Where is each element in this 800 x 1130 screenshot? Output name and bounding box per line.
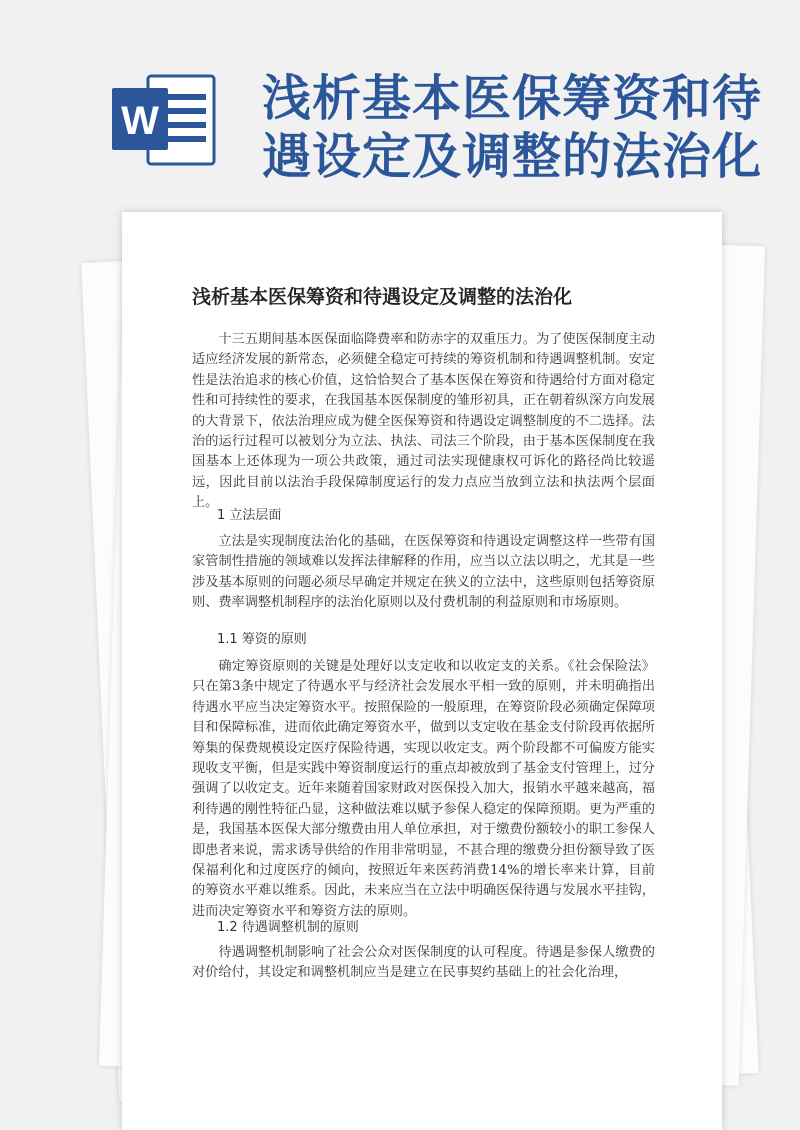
word-document-icon	[108, 72, 218, 168]
paragraph-funding-principle: 确定筹资原则的关键是处理好以支定收和以收定支的关系。《社会保险法》只在第3条中规定了待遇水平与经济社会发展水平相一致的原则，并未明确指出待遇水平应当决定筹资水平。按照保险的一般原理，在筹资阶段必须确定保障项目和保障标准，进而依此确定筹资水平，做到以支定收在基金支付阶段再依据所筹集的保费规模设定医疗保险待遇，实现以收定支。两个阶段都不可偏废方能实现收支平衡，但是实践中筹资制度运行的重点却被放到了基金支付管理上，过分强调了以收定支。近年来随着国家财政对医保投入加大，报销水平越来越高，福利待遇的刚性特征凸显，这种做法难以赋予参保人稳定的保障预期。更为严重的是，我国基本医保大部分缴费由用人单位承担，对于缴费份额较小的职工参保人即患者来说，需求诱导供给的作用非常明显，不甚合理的缴费分担份额导致了医保福利化和过度医疗的倾向，按照近年来医药消费14%的增长率来计算，目前的筹资水平难以维系。因此，未来应当在立法中明确医保待遇与发展水平挂钩，进而决定筹资水平和筹资方法的原则。	[192, 659, 655, 919]
section-heading-benefit-adjustment: 1.2 待遇调整机制的原则	[217, 920, 359, 935]
section-heading-legislation: 1 立法层面	[217, 508, 282, 523]
paragraph-intro: 十三五期间基本医保面临降费率和防赤字的双重压力。为了使医保制度主动适应经济发展的新常态，必须健全稳定可持续的筹资机制和待遇调整机制。安定性是法治追求的核心价值，这恰恰契合了基本医保在筹资和待遇给付方面对稳定性和可持续性的要求，在我国基本医保制度的雏形初具，正在朝着纵深方向发展的大背景下，依法治理应成为健全医保筹资和待遇设定调整制度的不二选择。法治的运行过程可以被划分为立法、执法、司法三个阶段，由于基本医保制度在我国基本上还体现为一项公共政策，通过司法实现健康权可诉化的路径尚比较遥远，因此目前以法治手段保障制度运行的发力点应当放到立法和执法两个层面上。	[192, 332, 655, 511]
banner-title-line-2: 遇设定及调整的法治化	[262, 128, 763, 185]
section-heading-funding-principle: 1.1 筹资的原则	[217, 632, 307, 647]
word-icon-letter: W	[121, 99, 159, 143]
header-banner	[0, 0, 800, 200]
paragraph-legislation: 立法是实现制度法治化的基础，在医保筹资和待遇设定调整这样一些带有国家管制性措施的领域难以发挥法律解释的作用，应当以立法以明之，尤其是一些涉及基本原则的问题必须尽早确定并规定在狭义的立法中，这些原则包括筹资原则、费率调整机制程序的法治化原则以及付费机制的利益原则和市场原则。	[192, 534, 655, 611]
document-page	[122, 212, 722, 1130]
paragraph-benefit-adjustment: 待遇调整机制影响了社会公众对医保制度的认可程度。待遇是参保人缴费的对价给付，其设定和调整机制应当是建立在民事契约基础上的社会化治理，	[192, 945, 655, 981]
banner-title-line-1: 浅析基本医保筹资和待	[262, 70, 763, 127]
document-title: 浅析基本医保筹资和待遇设定及调整的法治化	[192, 286, 573, 308]
